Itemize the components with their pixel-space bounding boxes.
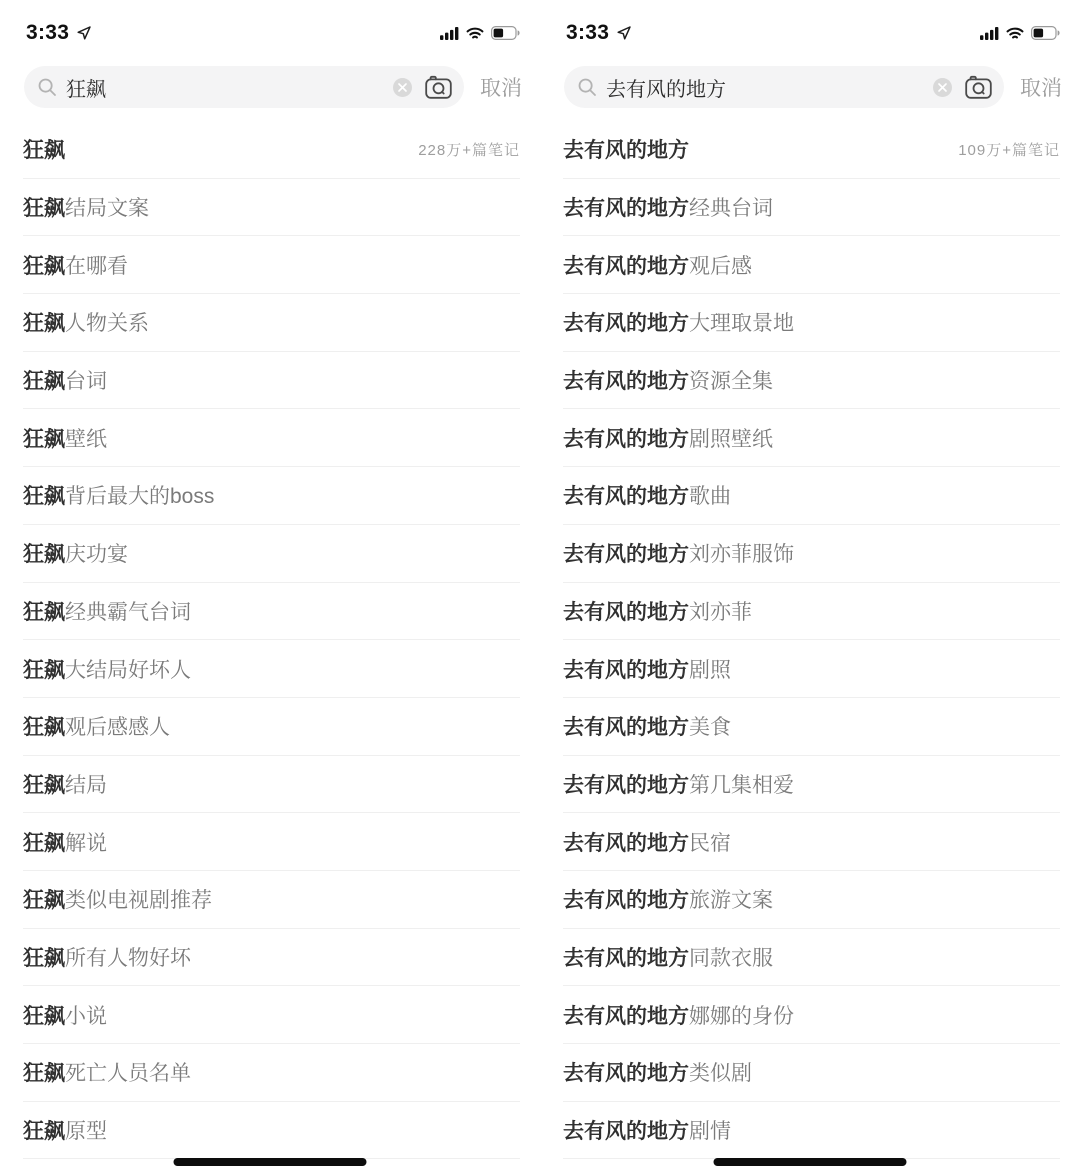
suggestion-keyword: 去有风的地方 bbox=[563, 254, 689, 278]
suggestion-keyword: 去有风的地方 bbox=[563, 773, 689, 797]
suggestion-text bbox=[563, 711, 731, 741]
suggestion-text bbox=[563, 134, 689, 164]
suggestion-text bbox=[23, 192, 149, 222]
suggestion-suffix: 死亡人员名单 bbox=[65, 1062, 191, 1086]
status-time: 3:33 bbox=[26, 21, 70, 44]
suggestion-text bbox=[23, 538, 128, 568]
suggestion-keyword: 去有风的地方 bbox=[563, 485, 689, 509]
suggestion-text bbox=[23, 654, 191, 684]
screen-right bbox=[540, 0, 1080, 1173]
suggestion-row[interactable] bbox=[563, 929, 1060, 987]
suggestion-row[interactable] bbox=[563, 294, 1060, 352]
clear-icon[interactable] bbox=[933, 78, 952, 97]
suggestion-suffix: 大理取景地 bbox=[689, 312, 794, 336]
search-bar-row bbox=[24, 66, 522, 108]
cellular-signal-icon bbox=[980, 27, 999, 40]
suggestion-suffix: 刘亦菲服饰 bbox=[689, 543, 794, 567]
suggestion-text bbox=[23, 480, 214, 510]
suggestion-text bbox=[23, 884, 212, 914]
suggestion-row[interactable] bbox=[563, 871, 1060, 929]
suggestion-text bbox=[563, 1000, 794, 1030]
suggestion-text bbox=[563, 654, 731, 684]
suggestion-suffix: 剧照 bbox=[689, 658, 731, 682]
suggestion-row[interactable] bbox=[563, 121, 1060, 179]
suggestion-row[interactable] bbox=[563, 1102, 1060, 1160]
suggestion-suffix: 小说 bbox=[65, 1004, 107, 1028]
suggestion-keyword: 去有风的地方 bbox=[563, 139, 689, 163]
suggestion-suffix: 民宿 bbox=[689, 831, 731, 855]
suggestion-keyword: 狂飙 bbox=[23, 889, 65, 913]
status-bar bbox=[0, 0, 540, 56]
suggestion-keyword: 去有风的地方 bbox=[563, 946, 689, 970]
suggestion-keyword: 去有风的地方 bbox=[563, 370, 689, 394]
suggestion-keyword: 狂飙 bbox=[23, 1120, 65, 1144]
suggestion-keyword: 去有风的地方 bbox=[563, 716, 689, 740]
suggestion-suffix: 刘亦菲 bbox=[689, 600, 752, 624]
suggestion-text bbox=[563, 192, 773, 222]
suggestion-row[interactable] bbox=[23, 813, 520, 871]
battery-icon bbox=[491, 26, 520, 40]
suggestion-suffix: 庆功宴 bbox=[65, 543, 128, 567]
suggestion-text bbox=[23, 596, 191, 626]
suggestion-suffix: 壁纸 bbox=[65, 427, 107, 451]
suggestion-keyword: 狂飙 bbox=[23, 831, 65, 855]
suggestion-keyword: 去有风的地方 bbox=[563, 427, 689, 451]
suggestion-keyword: 狂飙 bbox=[23, 312, 65, 336]
suggestion-row[interactable] bbox=[563, 756, 1060, 814]
suggestion-keyword: 狂飙 bbox=[23, 1062, 65, 1086]
suggestion-keyword: 去有风的地方 bbox=[563, 312, 689, 336]
suggestion-text bbox=[23, 423, 107, 453]
suggestion-text bbox=[563, 884, 773, 914]
suggestion-row[interactable] bbox=[23, 236, 520, 294]
suggestion-row[interactable] bbox=[563, 986, 1060, 1044]
suggestion-text bbox=[23, 1115, 107, 1145]
suggestion-keyword: 狂飙 bbox=[23, 427, 65, 451]
cancel-button[interactable]: 取消 bbox=[480, 77, 522, 100]
suggestion-suffix: 在哪看 bbox=[65, 254, 128, 278]
search-icon bbox=[37, 77, 57, 97]
suggestion-text bbox=[23, 307, 149, 337]
suggestion-row[interactable] bbox=[23, 871, 520, 929]
suggestion-suffix: 背后最大的boss bbox=[65, 485, 215, 509]
cancel-button[interactable]: 取消 bbox=[1020, 77, 1062, 100]
suggestion-row[interactable] bbox=[563, 698, 1060, 756]
suggestion-keyword: 去有风的地方 bbox=[563, 831, 689, 855]
suggestion-keyword: 去有风的地方 bbox=[563, 543, 689, 567]
search-query-text: 去有风的地方 bbox=[606, 78, 726, 101]
cellular-signal-icon bbox=[440, 27, 459, 40]
suggestion-row[interactable] bbox=[563, 352, 1060, 410]
home-indicator[interactable] bbox=[714, 1158, 907, 1166]
suggestion-list bbox=[540, 121, 1080, 1159]
suggestion-text bbox=[23, 365, 107, 395]
suggestion-suffix: 人物关系 bbox=[65, 312, 149, 336]
suggestion-row[interactable] bbox=[563, 525, 1060, 583]
wifi-icon bbox=[466, 27, 484, 40]
suggestion-row[interactable] bbox=[23, 756, 520, 814]
suggestion-suffix: 大结局好坏人 bbox=[65, 658, 191, 682]
suggestion-suffix: 娜娜的身份 bbox=[689, 1004, 794, 1028]
suggestion-suffix: 剧照壁纸 bbox=[689, 427, 773, 451]
suggestion-row[interactable] bbox=[23, 467, 520, 525]
suggestion-list bbox=[0, 121, 540, 1159]
suggestion-text bbox=[563, 307, 794, 337]
suggestion-keyword: 狂飙 bbox=[23, 485, 65, 509]
suggestion-suffix: 观后感感人 bbox=[65, 716, 170, 740]
suggestion-keyword: 狂飙 bbox=[23, 197, 65, 221]
search-bar-row bbox=[564, 66, 1062, 108]
search-input[interactable] bbox=[564, 66, 1004, 108]
clear-icon[interactable] bbox=[393, 78, 412, 97]
status-time: 3:33 bbox=[566, 21, 610, 44]
suggestion-text bbox=[23, 769, 107, 799]
suggestion-row[interactable] bbox=[23, 525, 520, 583]
camera-search-icon[interactable] bbox=[965, 75, 992, 99]
suggestion-suffix: 原型 bbox=[65, 1120, 107, 1144]
suggestion-suffix: 类似剧 bbox=[689, 1062, 752, 1086]
suggestion-keyword: 狂飙 bbox=[23, 370, 65, 394]
suggestion-keyword: 狂飙 bbox=[23, 658, 65, 682]
suggestion-keyword: 去有风的地方 bbox=[563, 889, 689, 913]
suggestion-suffix: 台词 bbox=[65, 370, 107, 394]
suggestion-text bbox=[23, 250, 128, 280]
location-arrow-icon bbox=[616, 25, 632, 41]
suggestion-keyword: 狂飙 bbox=[23, 254, 65, 278]
suggestion-row[interactable] bbox=[23, 986, 520, 1044]
suggestion-suffix: 类似电视剧推荐 bbox=[65, 889, 212, 913]
suggestion-suffix: 结局 bbox=[65, 773, 107, 797]
suggestion-text bbox=[563, 1115, 731, 1145]
suggestion-keyword: 狂飙 bbox=[23, 543, 65, 567]
suggestion-row[interactable] bbox=[563, 813, 1060, 871]
suggestion-row[interactable] bbox=[563, 409, 1060, 467]
suggestion-suffix: 歌曲 bbox=[689, 485, 731, 509]
suggestion-keyword: 去有风的地方 bbox=[563, 1004, 689, 1028]
suggestion-keyword: 狂飙 bbox=[23, 716, 65, 740]
suggestion-suffix: 结局文案 bbox=[65, 197, 149, 221]
suggestion-row[interactable] bbox=[563, 583, 1060, 641]
battery-icon bbox=[1031, 26, 1060, 40]
suggestion-text bbox=[23, 942, 191, 972]
suggestion-row[interactable] bbox=[23, 1102, 520, 1160]
location-arrow-icon bbox=[76, 25, 92, 41]
suggestion-row[interactable] bbox=[23, 294, 520, 352]
suggestion-row[interactable] bbox=[563, 1044, 1060, 1102]
suggestion-text bbox=[563, 480, 731, 510]
suggestion-text bbox=[563, 423, 773, 453]
suggestion-suffix: 旅游文案 bbox=[689, 889, 773, 913]
suggestion-text bbox=[563, 769, 794, 799]
suggestion-suffix: 解说 bbox=[65, 831, 107, 855]
suggestion-keyword: 狂飙 bbox=[23, 139, 65, 163]
suggestion-keyword: 狂飙 bbox=[23, 600, 65, 624]
wifi-icon bbox=[1006, 27, 1024, 40]
suggestion-suffix: 第几集相爱 bbox=[689, 773, 794, 797]
status-bar bbox=[540, 0, 1080, 56]
suggestion-text bbox=[563, 538, 794, 568]
home-indicator[interactable] bbox=[174, 1158, 367, 1166]
suggestion-text bbox=[23, 1000, 107, 1030]
suggestion-suffix: 观后感 bbox=[689, 254, 752, 278]
suggestion-keyword: 去有风的地方 bbox=[563, 658, 689, 682]
suggestion-row[interactable] bbox=[23, 640, 520, 698]
suggestion-text bbox=[23, 1057, 191, 1087]
suggestion-keyword: 去有风的地方 bbox=[563, 1120, 689, 1144]
search-icon bbox=[577, 77, 597, 97]
note-count: 109万+篇笔记 bbox=[958, 141, 1060, 159]
suggestion-text bbox=[563, 596, 752, 626]
search-query-text: 狂飙 bbox=[66, 78, 106, 101]
suggestion-row[interactable] bbox=[563, 236, 1060, 294]
suggestion-text bbox=[563, 827, 731, 857]
suggestion-suffix: 经典台词 bbox=[689, 197, 773, 221]
suggestion-suffix: 美食 bbox=[689, 716, 731, 740]
suggestion-row[interactable] bbox=[563, 179, 1060, 237]
suggestion-row[interactable] bbox=[23, 352, 520, 410]
suggestion-row[interactable] bbox=[23, 929, 520, 987]
suggestion-text bbox=[23, 134, 65, 164]
suggestion-row[interactable] bbox=[23, 409, 520, 467]
suggestion-text bbox=[563, 942, 773, 972]
suggestion-suffix: 所有人物好坏 bbox=[65, 946, 191, 970]
suggestion-row[interactable] bbox=[23, 179, 520, 237]
suggestion-row[interactable] bbox=[563, 467, 1060, 525]
suggestion-keyword: 去有风的地方 bbox=[563, 1062, 689, 1086]
suggestion-keyword: 狂飙 bbox=[23, 773, 65, 797]
suggestion-keyword: 狂飙 bbox=[23, 1004, 65, 1028]
suggestion-suffix: 经典霸气台词 bbox=[65, 600, 191, 624]
suggestion-text bbox=[563, 365, 773, 395]
suggestion-suffix: 剧情 bbox=[689, 1120, 731, 1144]
suggestion-text bbox=[563, 250, 752, 280]
note-count: 228万+篇笔记 bbox=[418, 141, 520, 159]
search-input[interactable] bbox=[24, 66, 464, 108]
suggestion-text bbox=[23, 827, 107, 857]
suggestion-keyword: 狂飙 bbox=[23, 946, 65, 970]
suggestion-row[interactable] bbox=[23, 1044, 520, 1102]
suggestion-row[interactable] bbox=[23, 583, 520, 641]
suggestion-suffix: 同款衣服 bbox=[689, 946, 773, 970]
suggestion-keyword: 去有风的地方 bbox=[563, 197, 689, 221]
suggestion-suffix: 资源全集 bbox=[689, 370, 773, 394]
suggestion-row[interactable] bbox=[23, 121, 520, 179]
camera-search-icon[interactable] bbox=[425, 75, 452, 99]
suggestion-row[interactable] bbox=[23, 698, 520, 756]
suggestion-row[interactable] bbox=[563, 640, 1060, 698]
suggestion-text bbox=[23, 711, 170, 741]
suggestion-keyword: 去有风的地方 bbox=[563, 600, 689, 624]
suggestion-text bbox=[563, 1057, 752, 1087]
